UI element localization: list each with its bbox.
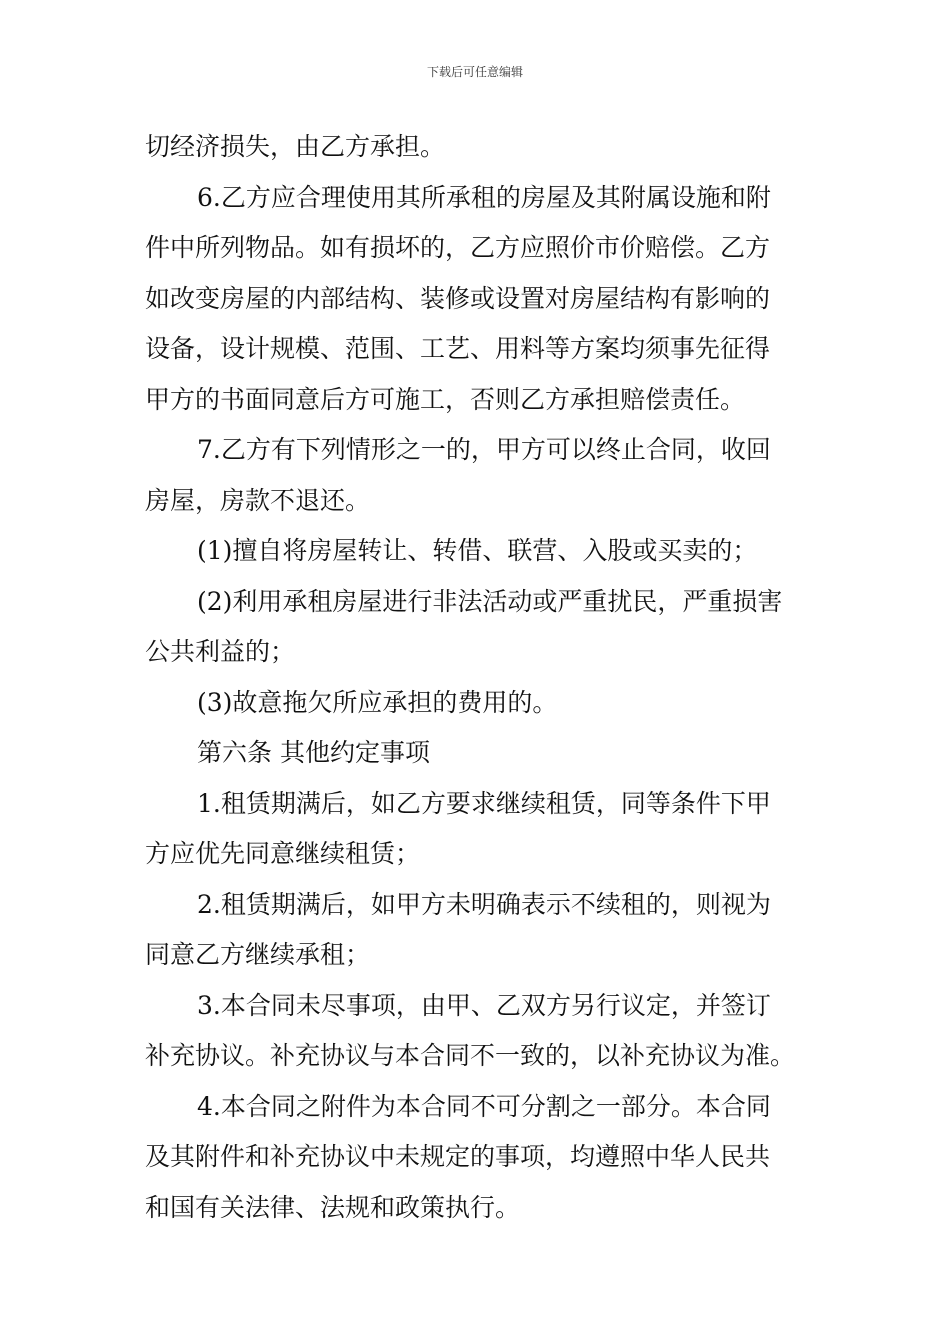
text-line: 及其附件和补充协议中未规定的事项，均遵照中华人民共	[145, 1142, 771, 1171]
text-line: 2.租赁期满后，如甲方未明确表示不续租的，则视为	[197, 889, 771, 919]
text-line: 同意乙方继续承租；	[145, 940, 371, 969]
text-line: 7.乙方有下列情形之一的，甲方可以终止合同，收回	[197, 435, 771, 464]
text-line: 3.本合同未尽事项，由甲、乙双方另行议定，并签订	[197, 990, 771, 1020]
document-body	[145, 122, 815, 1233]
text-line: 和国有关法律、法规和政策执行。	[145, 1192, 521, 1222]
text-line: 如改变房屋的内部结构、装修或设置对房屋结构有影响的	[145, 283, 771, 313]
text-line: 切经济损失，由乙方承担。	[145, 132, 446, 161]
text-line: 4.本合同之附件为本合同不可分割之一部分。本合同	[197, 1091, 771, 1121]
text-line: (3)故意拖欠所应承担的费用的。	[197, 687, 558, 717]
text-line: (1)擅自将房屋转让、转借、联营、入股或买卖的；	[197, 536, 758, 565]
page-header-note: 下载后可任意编辑	[426, 65, 523, 79]
text-line: 件中所列物品。如有损坏的，乙方应照价市价赔偿。乙方	[145, 233, 771, 262]
text-line: 甲方的书面同意后方可施工，否则乙方承担赔偿责任。	[145, 384, 746, 414]
section-heading: 第六条 其他约定事项	[197, 738, 430, 767]
text-line: 补充协议。补充协议与本合同不一致的，以补充协议为准。	[145, 1041, 796, 1070]
text-line: 设备，设计规模、范围、工艺、用料等方案均须事先征得	[145, 334, 771, 363]
text-line: 方应优先同意继续租赁；	[145, 839, 421, 868]
text-line: 房屋，房款不退还。	[145, 485, 371, 515]
text-line: 公共利益的；	[145, 637, 296, 666]
text-line: 1.租赁期满后，如乙方要求继续租赁，同等条件下甲	[197, 788, 771, 818]
text-line: (2)利用承租房屋进行非法活动或严重扰民，严重损害	[197, 586, 783, 616]
text-line: 6.乙方应合理使用其所承租的房屋及其附属设施和附	[197, 182, 771, 212]
